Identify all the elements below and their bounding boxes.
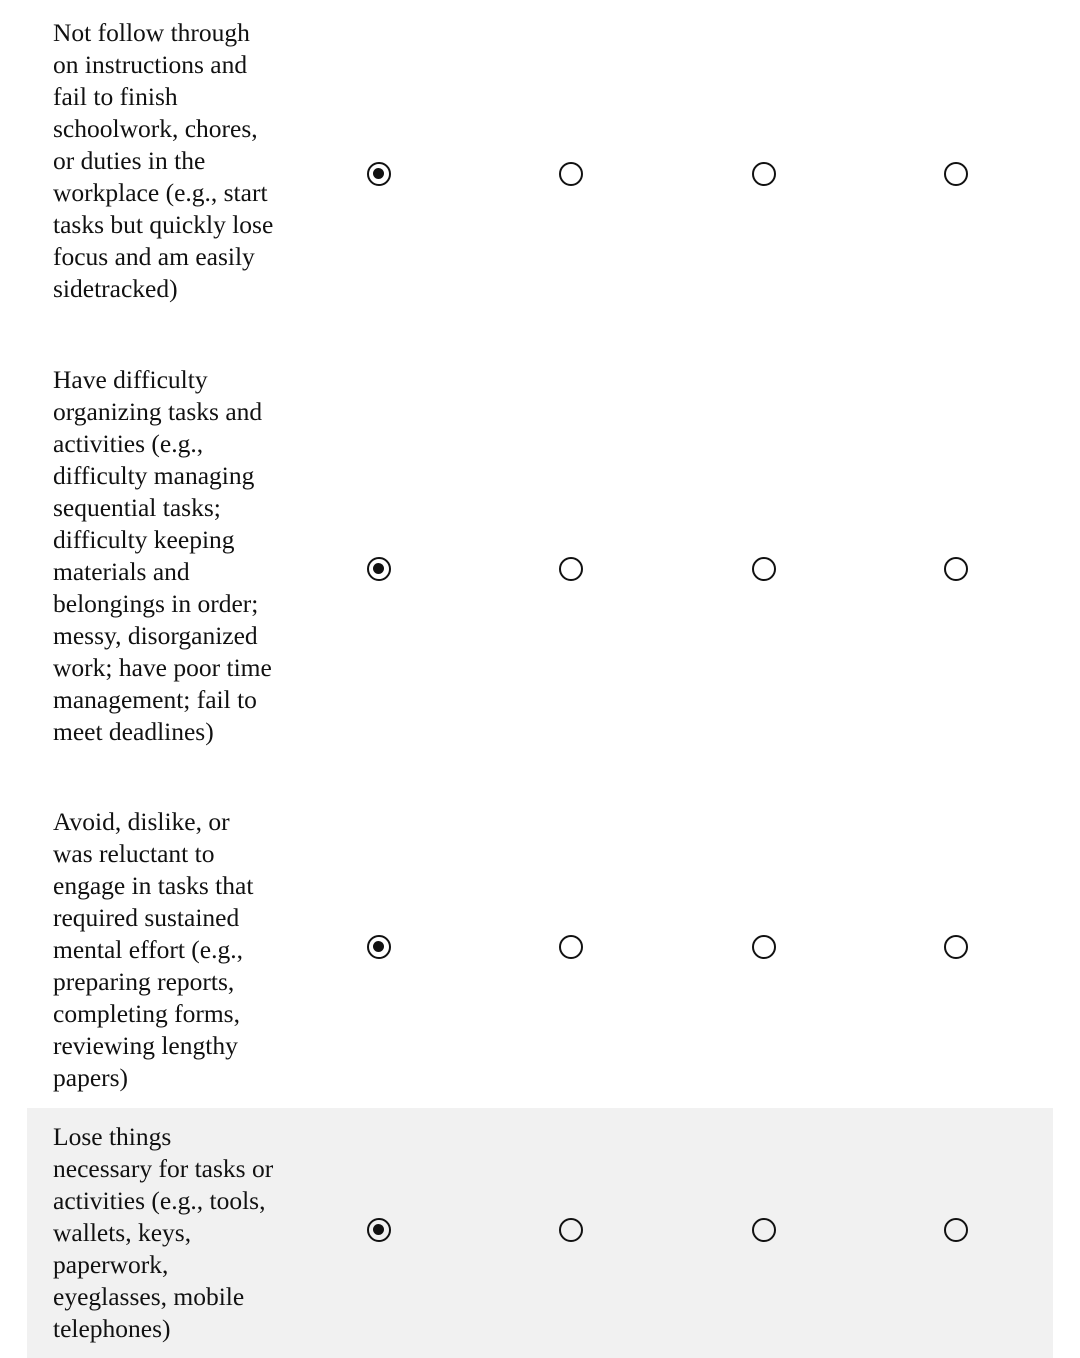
radio-option-1[interactable]	[367, 1218, 391, 1242]
radio-option-2[interactable]	[559, 935, 583, 959]
radio-option-3[interactable]	[752, 162, 776, 186]
radio-option-3[interactable]	[752, 1218, 776, 1242]
radio-option-4[interactable]	[944, 557, 968, 581]
question-text: Lose things necessary for tasks or activities (e.g., tools, wallets, keys, paperwork, eyeglasses, mobile telephones)	[53, 1122, 274, 1343]
radio-option-4[interactable]	[944, 935, 968, 959]
survey-row-highlighted	[27, 1108, 1053, 1358]
survey-row	[27, 349, 1053, 791]
radio-option-2[interactable]	[559, 1218, 583, 1242]
radio-option-1[interactable]	[367, 162, 391, 186]
radio-option-3[interactable]	[752, 935, 776, 959]
radio-option-2[interactable]	[559, 557, 583, 581]
radio-option-4[interactable]	[944, 1218, 968, 1242]
radio-option-2[interactable]	[559, 162, 583, 186]
question-text: Not follow through on instructions and fail to finish schoolwork, chores, or duties in the workplace (e.g., start tasks but quickly lose focus and am easily sidetracked)	[53, 18, 274, 303]
question-text: Have difficulty organizing tasks and activities (e.g., difficulty managing sequential tasks; difficulty keeping materials and belongings in order; messy, disorganized work; have poor time management; fail to meet deadlines)	[53, 365, 272, 746]
radio-option-1[interactable]	[367, 557, 391, 581]
question-text: Avoid, dislike, or was reluctant to engage in tasks that required sustained mental effort (e.g., preparing reports, completing forms, reviewing lengthy papers)	[53, 807, 254, 1092]
radio-option-1[interactable]	[367, 935, 391, 959]
survey-matrix	[27, 0, 1053, 1358]
radio-option-3[interactable]	[752, 557, 776, 581]
radio-option-4[interactable]	[944, 162, 968, 186]
survey-row	[27, 0, 1053, 349]
survey-row	[27, 791, 1053, 1108]
